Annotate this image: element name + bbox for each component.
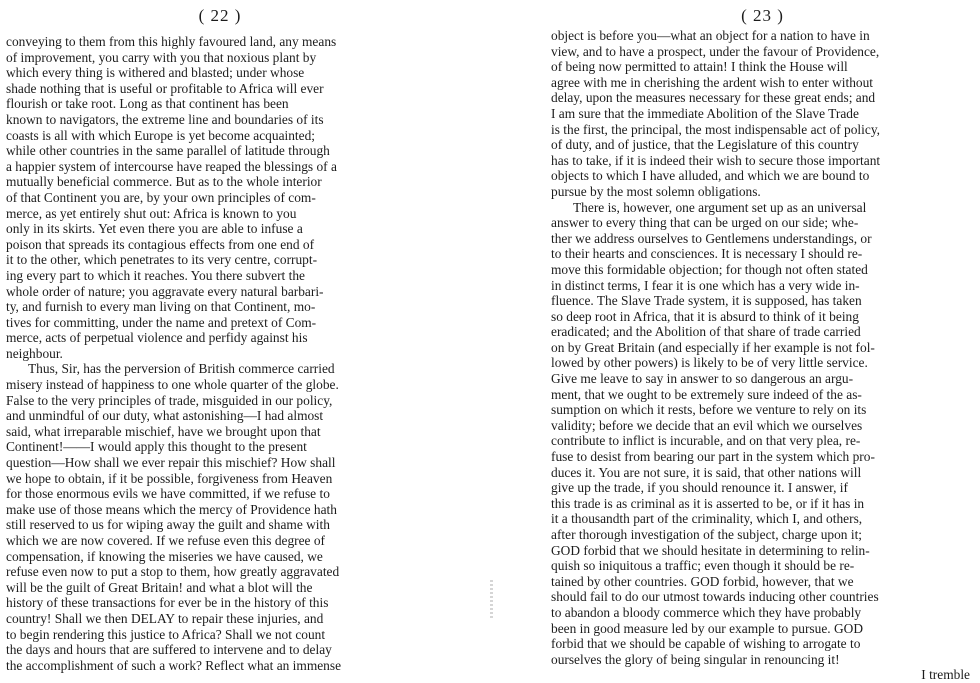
text-line: which we are now covered. If we refuse even this degree of xyxy=(6,533,325,548)
text-line: delay, upon the measures necessary for these great ends; and xyxy=(551,90,876,106)
text-line: of improvement, you carry with you that noxious plant by xyxy=(6,49,317,65)
right-page-text xyxy=(551,28,974,683)
left-page-text xyxy=(6,34,434,673)
text-line: country! Shall we then DELAY to repair these injuries, and xyxy=(6,610,324,626)
text-line: and unmindful of our duty, what astonishing—I had almost xyxy=(6,408,324,424)
text-line: ing every part to which it reaches. You there subvert the xyxy=(6,267,305,283)
text-line: while other countries in the same parallel of latitude through xyxy=(6,143,330,159)
paragraph-start-line: There is, however, one argument set up as an universal xyxy=(573,199,867,215)
text-line: is the first, the principal, the most indispensable act of policy, xyxy=(551,121,880,137)
text-line: object is before you—what an object for a nation to have in xyxy=(551,28,870,43)
text-line: for those enormous evils we have committed, if we refuse to xyxy=(6,486,330,502)
text-line: misery instead of happiness to one whole quarter of the globe. xyxy=(6,377,339,393)
text-line: objects to which I have alluded, and which we are bound to xyxy=(551,168,870,184)
text-line: this trade is as criminal as it is asserted to be, or if it has in xyxy=(551,495,865,511)
text-line: neighbour. xyxy=(6,345,63,361)
text-line: mutually beneficial commerce. But as to the whole interior xyxy=(6,174,322,190)
text-line: GOD forbid that we should hesitate in determining to relin- xyxy=(551,542,870,558)
text-line: coasts is all with which Europe is yet become acquainted; xyxy=(6,127,316,143)
text-line: pursue by the most solemn obligations. xyxy=(551,183,761,199)
text-line: give up the trade, if you should renounce it. I answer, if xyxy=(551,480,848,496)
text-line: False to the very principles of trade, misguided in our policy, xyxy=(6,392,333,408)
text-line: move this formidable objection; for though not often stated xyxy=(551,261,868,277)
text-line: shade nothing that is useful or profitable to Africa will ever xyxy=(6,80,324,96)
text-line: Continent!——I would apply this thought to the present xyxy=(6,439,307,455)
text-line: agree with me in cherishing the ardent wish to enter without xyxy=(551,74,874,90)
text-line: merce, acts of perpetual violence and perfidy against his xyxy=(6,330,308,346)
text-line: compensation, if knowing the miseries we have caused, we xyxy=(6,548,323,564)
page-number-right: ( 23 ) xyxy=(741,6,784,25)
right-page xyxy=(545,0,980,683)
text-line: should fail to do our utmost towards inducing other countries xyxy=(551,589,879,605)
text-line: the days and hours that are suffered to intervene and to delay xyxy=(6,642,332,658)
gutter-shadow xyxy=(490,580,493,620)
text-line: duces it. You are not sure, it is said, that other nations will xyxy=(551,464,862,480)
text-line: to abandon a bloody commerce which they have probably xyxy=(551,604,862,620)
text-line: Give me leave to say in answer to so dangerous an argu- xyxy=(551,371,854,387)
text-line: which every thing is withered and blasted; under whose xyxy=(6,65,305,81)
text-line: quish so iniquitous a traffic; even though it should be re- xyxy=(551,558,855,574)
text-line: to begin rendering this justice to Africa? Shall we not count xyxy=(6,626,326,642)
text-line: flourish or take root. Long as that continent has been xyxy=(6,96,289,112)
text-line: in distinct terms, I fear it is one which has a very wide in- xyxy=(551,277,860,293)
text-line: ment, that we ought to be extremely sure indeed of the as- xyxy=(551,386,862,402)
catchword: I tremble xyxy=(921,667,970,683)
page-number-left: ( 22 ) xyxy=(198,6,242,25)
text-line: ty, and furnish to every man living on that Continent, mo- xyxy=(6,299,316,315)
text-line: only in its skirts. Yet even there you are able to infuse a xyxy=(6,221,303,237)
text-line: refuse even now to put a stop to them, how greatly aggravated xyxy=(6,564,340,580)
text-line: I am sure that the immediate Abolition of the Slave Trade xyxy=(551,105,859,121)
text-line: of duty, and of justice, that the Legislature of this country xyxy=(551,137,859,153)
text-line: ourselves the glory of being singular in renouncing it! xyxy=(551,651,840,667)
text-line: forbid that we should be capable of wishing to arrogate to xyxy=(551,636,861,652)
text-line: on by Great Britain (and especially if her example is not fol- xyxy=(551,339,875,355)
text-line: sumption on which it rests, before we venture to rely on its xyxy=(551,402,867,418)
paragraph-start-line: Thus, Sir, has the perversion of British commerce carried xyxy=(28,361,335,377)
text-line: to their hearts and consciences. It is necessary I should re- xyxy=(551,246,863,262)
text-line: so deep root in Africa, that it is absurd to think of it being xyxy=(551,308,859,324)
text-line: known to navigators, the extreme line and boundaries of its xyxy=(6,111,324,127)
text-line: validity; before we decide that an evil which we ourselves xyxy=(551,417,863,433)
text-line: been in good measure led by our example to pursue. GOD xyxy=(551,620,863,636)
text-line: poison that spreads its contagious effects from one end of xyxy=(6,236,315,252)
text-line: it to the other, which penetrates to its very centre, corrupt- xyxy=(6,252,318,268)
text-line: contribute to inflict is incurable, and on that very plea, re- xyxy=(551,433,861,449)
text-line: we hope to obtain, if it be possible, forgiveness from Heaven xyxy=(6,470,333,486)
text-line: merce, as yet entirely shut out: Africa is known to you xyxy=(6,205,297,221)
text-line: of that Continent you are, by your own principles of com- xyxy=(6,189,316,205)
text-line: fuse to desist from bearing our part in the system which pro- xyxy=(551,449,875,465)
text-line: fluence. The Slave Trade system, it is supposed, has taken xyxy=(551,293,862,309)
text-line: will be the guilt of Great Britain! and what a blot will the xyxy=(6,579,313,595)
text-line: view, and to have a prospect, under the favour of Providence, xyxy=(551,43,880,59)
text-line: ther we address ourselves to Gentlemens understandings, or xyxy=(551,230,872,246)
text-line: history of these transactions for ever be in the history of this xyxy=(6,595,329,611)
text-line: after thorough investigation of the subject, charge upon it; xyxy=(551,527,863,542)
text-line: a happier system of intercourse have reaped the blessings of a xyxy=(6,158,337,174)
text-line: still reserved to us for wiping away the guilt and shame with xyxy=(6,517,330,533)
text-line: conveying to them from this highly favoured land, any means xyxy=(6,34,337,49)
text-line: question—How shall we ever repair this mischief? How shall xyxy=(6,455,336,471)
text-line: has to take, if it is indeed their wish to secure those important xyxy=(551,152,881,168)
text-line: whole order of nature; you aggravate every natural barbari- xyxy=(6,283,324,299)
text-line: lowed by other powers) is likely to be of very little service. xyxy=(551,355,868,371)
text-line: said, what irreparable mischief, have we brought upon that xyxy=(6,423,321,439)
text-line: eradicated; and the Abolition of that share of trade carried xyxy=(551,324,861,340)
text-line: make use of those means which the mercy of Providence hath xyxy=(6,501,337,517)
left-page xyxy=(0,0,440,673)
text-line: tained by other countries. GOD forbid, however, that we xyxy=(551,573,854,589)
text-line: tives for committing, under the name and pretext of Com- xyxy=(6,314,317,330)
text-line: of being now permitted to attain! I think the House will xyxy=(551,59,848,75)
text-line: answer to every thing that can be urged on our side; whe- xyxy=(551,215,859,231)
text-line: it a thousandth part of the criminality, which I, and others, xyxy=(551,511,863,527)
text-line: the accomplishment of such a work? Reflect what an immense xyxy=(6,657,342,673)
